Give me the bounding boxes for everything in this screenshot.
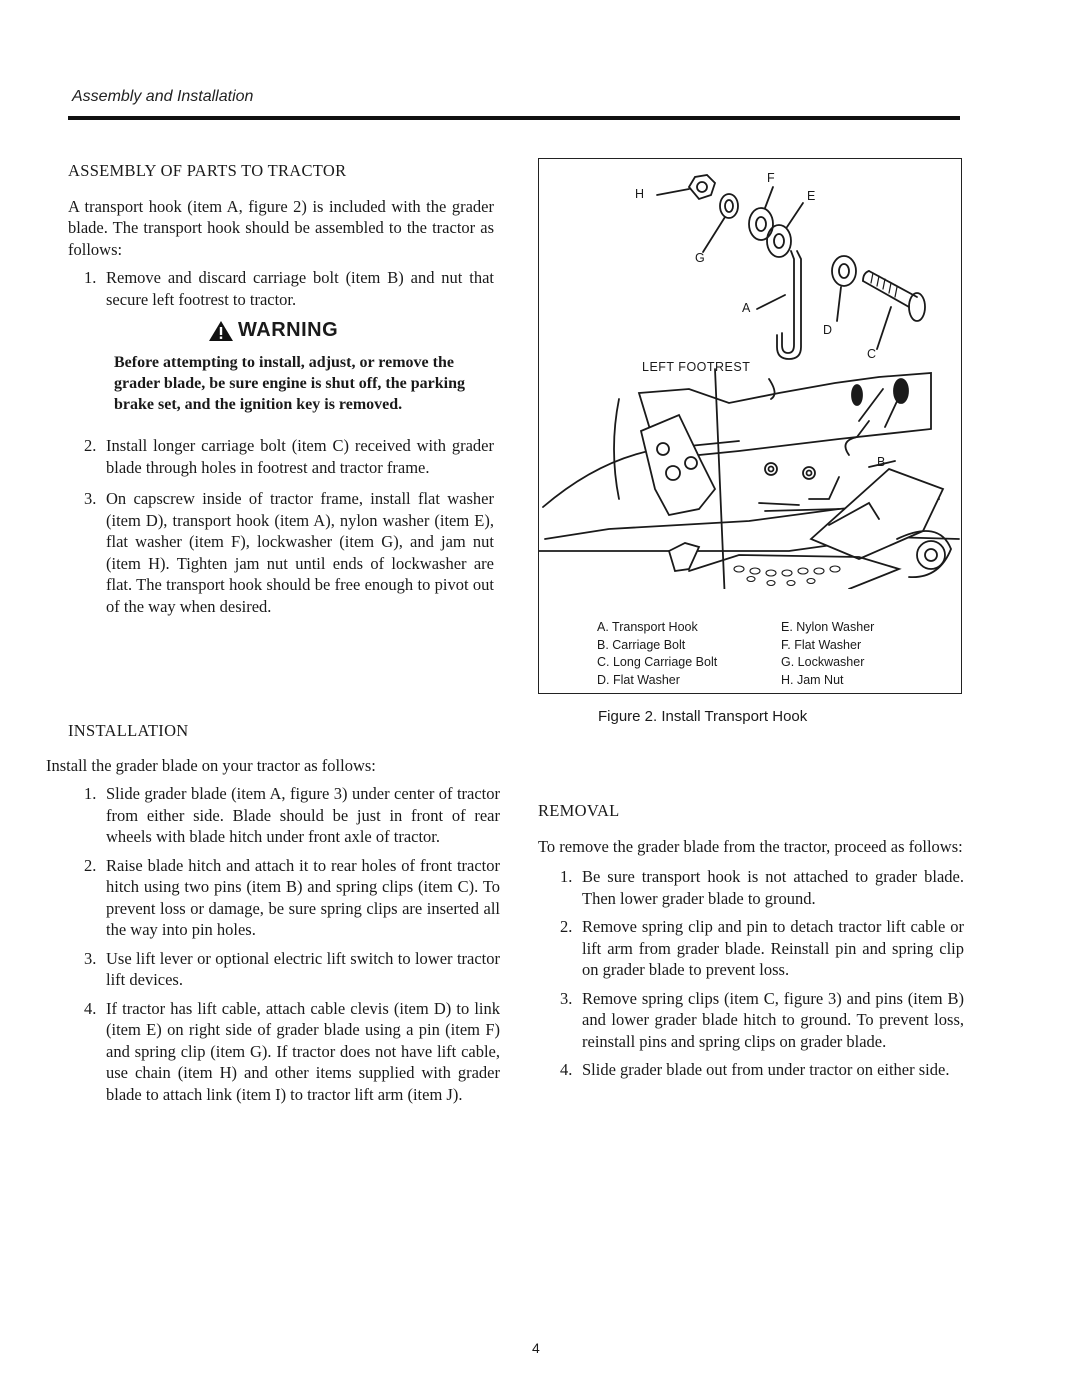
figure-2-caption: Figure 2. Install Transport Hook: [598, 708, 808, 725]
figure-2-illustration: [539, 159, 960, 589]
figure-label-h: H: [635, 187, 645, 201]
figure-label-c: C: [867, 347, 877, 361]
removal-steps: [560, 866, 964, 1081]
legend-item: C. Long Carriage Bolt: [597, 655, 718, 669]
removal-step: 1. Be sure transport hook is not attached to grader blade. Then lower grader blade to ground.: [560, 867, 964, 908]
installation-step: 4. If tractor has lift cable, attach cable clevis (item D) to link (item E) on right side of grader blade using a pin (item F) and spring clip (item G). If tractor does not have lift cable, use chain (item H) and other items supplied with grader blade to attach link (item I) to tractor lift arm (item J).: [84, 998, 500, 1104]
assembly-steps-a: [84, 267, 494, 310]
legend-item: D. Flat Washer: [597, 672, 680, 687]
figure-label-g: G: [695, 251, 705, 265]
warning-title-row: [208, 320, 494, 342]
installation-section: [46, 720, 500, 1112]
removal-intro: To remove the grader blade from the tractor, proceed as follows:: [538, 836, 963, 856]
warning-title: WARNING: [238, 319, 339, 342]
installation-intro: Install the grader blade on your tractor as follows:: [46, 755, 376, 775]
assembly-step-3: 3. On capscrew inside of tractor frame, install flat washer (item D), transport hook (item A), nylon washer (item E), flat washer (item F), lockwasher (item G), and jam nut (item H). Tighten jam nut until ends of lockwasher are flat. The transport hook should be free enough to pivot out of the way when desired.: [84, 489, 494, 616]
installation-step: 1. Slide grader blade (item A, figure 3) under center of tractor from either side. Blade should be just in front of rear wheels with blade hitch under front axle of tractor.: [84, 784, 500, 846]
figure-label-e: E: [807, 189, 816, 203]
legend-item: G. Lockwasher: [781, 655, 865, 669]
page-number: 4: [532, 1340, 540, 1356]
installation-step: 2. Raise blade hitch and attach it to rear holes of front tractor hitch using two pins (item B) and spring clips (item C). To prevent loss or damage, be sure spring clips are inserted all the way into pin holes.: [84, 855, 500, 939]
removal-heading: REMOVAL: [538, 801, 620, 820]
removal-section: [538, 800, 964, 1088]
figure-legend-right: [781, 619, 874, 689]
legend-item: E. Nylon Washer: [781, 620, 875, 634]
removal-step: 4. Slide grader blade out from under tractor on either side.: [560, 1060, 950, 1079]
removal-step: 3. Remove spring clips (item C, figure 3) and pins (item B) and lower grader blade hitch to ground. To prevent loss, reinstall pins and spring clips on grader blade.: [560, 988, 964, 1051]
assembly-step-2: 2. Install longer carriage bolt (item C) received with grader blade through holes in footrest and tractor frame.: [84, 436, 494, 477]
assembly-steps-b: [84, 435, 494, 617]
installation-heading: INSTALLATION: [68, 721, 189, 740]
figure-legend-left: [597, 619, 717, 689]
figure-label-a: A: [742, 301, 751, 315]
assembly-intro: A transport hook (item A, figure 2) is included with the grader blade. The transport hook should be assembled to the tractor as follows:: [68, 196, 494, 259]
figure-label-b: B: [877, 455, 886, 469]
legend-item: B. Carriage Bolt: [597, 637, 686, 652]
legend-item: A. Transport Hook: [597, 620, 698, 634]
removal-step: 2. Remove spring clip and pin to detach tractor lift cable or lift arm from grader blade. Reinstall pin and spring clip on grader blade to prevent loss.: [560, 917, 964, 979]
figure-2-frame: [538, 158, 962, 694]
installation-steps: [84, 783, 500, 1105]
installation-step: 3. Use lift lever or optional electric lift switch to lower tractor lift devices.: [84, 948, 500, 989]
header-rule: [68, 116, 960, 120]
warning-triangle-icon: [208, 320, 234, 342]
page-header-title: Assembly and Installation: [72, 88, 254, 105]
warning-body: Before attempting to install, adjust, or remove the grader blade, be sure engine is shut off, the parking brake set, and the ignition key is removed.: [114, 354, 465, 413]
left-footrest-label: LEFT FOOTREST: [642, 360, 751, 374]
assembly-heading: ASSEMBLY OF PARTS TO TRACTOR: [68, 161, 347, 180]
legend-item: H. Jam Nut: [781, 672, 844, 687]
figure-label-f: F: [767, 171, 775, 185]
assembly-section: [68, 160, 494, 624]
figure-label-d: D: [823, 323, 833, 337]
legend-item: F. Flat Washer: [781, 637, 862, 652]
assembly-step-1: 1. Remove and discard carriage bolt (item B) and nut that secure left footrest to tractor.: [84, 268, 494, 309]
